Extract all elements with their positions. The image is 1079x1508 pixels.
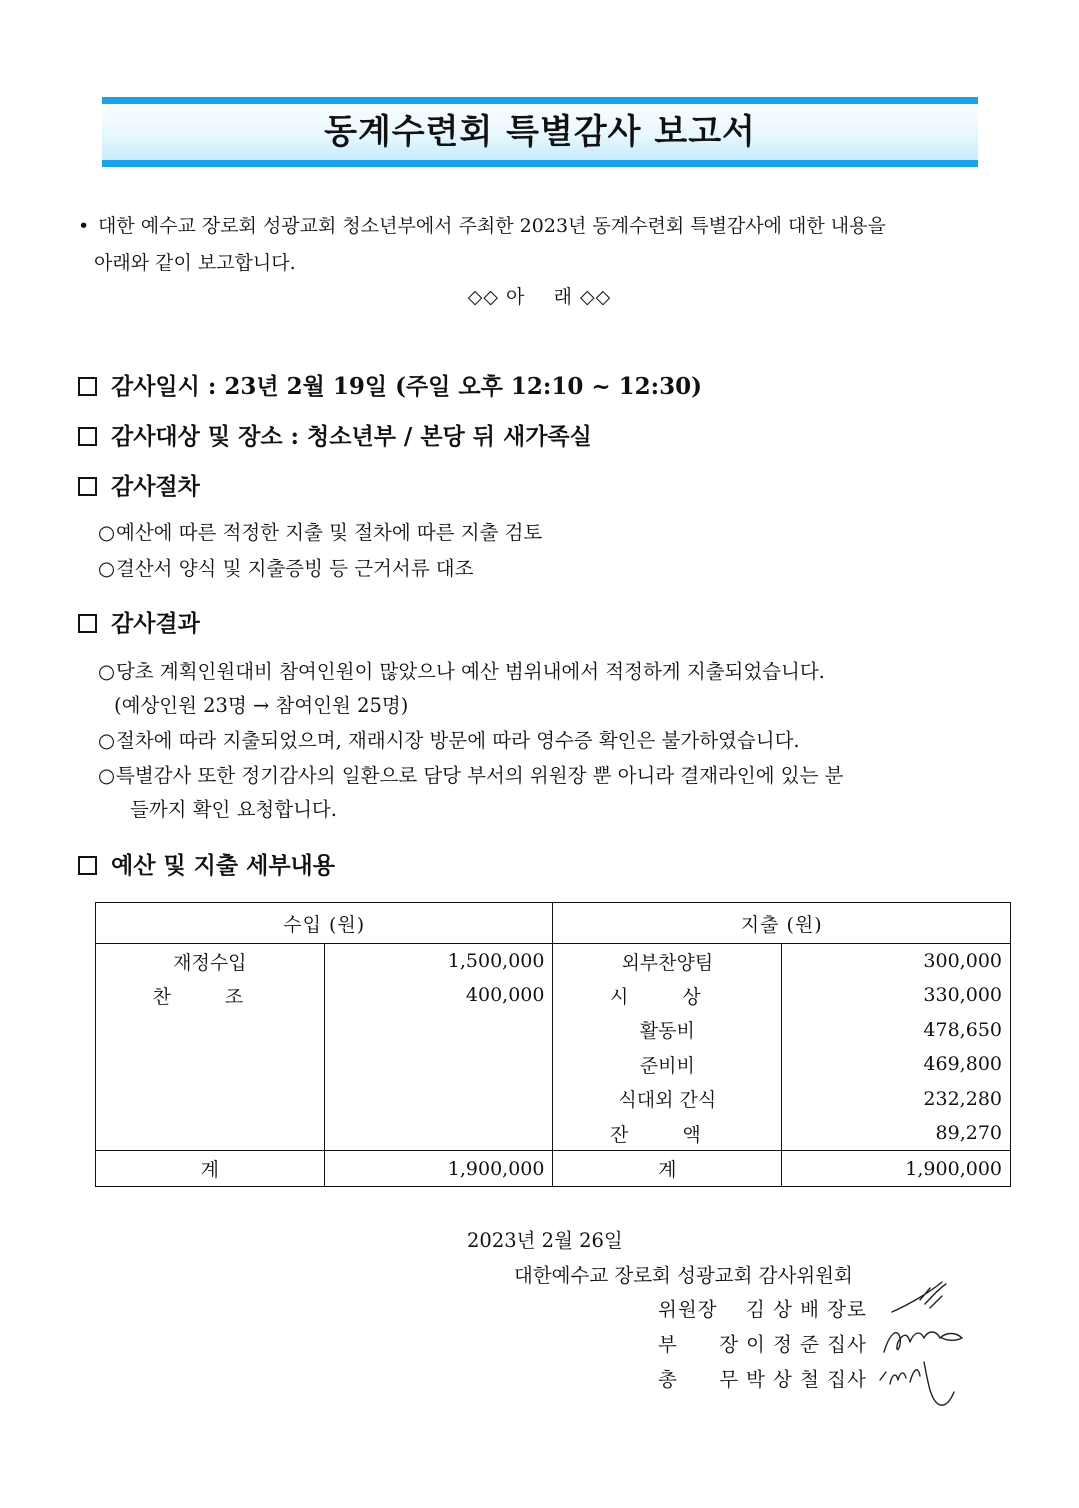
signer-row: [658, 1297, 867, 1323]
income-value-cell: 400,000: [324, 978, 553, 1013]
income-total-value: 1,900,000: [324, 1151, 553, 1187]
checkbox-square-icon: [78, 856, 97, 875]
section-audit-date: [78, 372, 702, 402]
expense-label-cell: [553, 978, 782, 1013]
signer-row: [658, 1367, 867, 1393]
income-value-cell: [324, 1013, 553, 1048]
section-audit-procedure: [78, 472, 200, 502]
circle-bullet: ○: [98, 764, 116, 787]
report-date: 2023년 2월 26일: [467, 1229, 623, 1252]
expense-label-cell: [553, 1116, 782, 1151]
checkbox-square-icon: [78, 614, 97, 633]
table-row: [96, 1047, 1011, 1082]
section-audit-result-text: 감사결과: [111, 610, 200, 637]
title-bottom-bar: [102, 160, 978, 167]
procedure-item-2: [98, 556, 473, 582]
expense-value-cell: 469,800: [782, 1047, 1011, 1082]
expense-label-cell: 활동비: [553, 1013, 782, 1048]
checkbox-square-icon: [78, 427, 97, 446]
checkbox-square-icon: [78, 477, 97, 496]
expense-label-cell: 식대외 간식: [553, 1082, 782, 1117]
income-label-cell: 재정수입: [96, 944, 325, 979]
income-value-cell: [324, 1047, 553, 1082]
income-label-cell: [96, 1082, 325, 1117]
section-audit-procedure-text: 감사절차: [111, 473, 200, 500]
title-top-bar: [102, 97, 978, 104]
result-item-2-text: 절차에 따라 지출되었으며, 재래시장 방문에 따라 영수증 확인은 불가하였습니다.: [116, 729, 800, 752]
expense-label-text: 시 상: [609, 985, 725, 1008]
result-item-1-text: 당초 계획인원대비 참여인원이 많았으나 예산 범위내에서 적정하게 지출되었습니다.: [116, 660, 825, 683]
procedure-item-1-text: 예산에 따른 적정한 지출 및 절차에 따른 지출 검토: [116, 521, 543, 544]
circle-bullet: ○: [98, 729, 116, 752]
checkbox-square-icon: [78, 377, 97, 396]
procedure-item-2-text: 결산서 양식 및 지출증빙 등 근거서류 대조: [116, 557, 474, 580]
signer-role: 총 무: [658, 1368, 749, 1391]
signer-name: 김 상 배 장로: [746, 1298, 867, 1321]
circle-bullet: ○: [98, 521, 116, 544]
income-total-label: 계: [96, 1151, 325, 1187]
expense-value-cell: 300,000: [782, 944, 1011, 979]
expense-value-cell: 89,270: [782, 1116, 1011, 1151]
result-item-1: [98, 659, 825, 685]
result-item-3-cont: 들까지 확인 요청합니다.: [130, 798, 337, 821]
table-total-row: [96, 1151, 1011, 1187]
expense-value-cell: 330,000: [782, 978, 1011, 1013]
circle-bullet: ○: [98, 557, 116, 580]
section-budget-detail: [78, 851, 335, 881]
table-row: [96, 944, 1011, 979]
expense-label-text: 잔 액: [609, 1123, 725, 1146]
intro-paragraph: [78, 208, 978, 282]
signature-3-stroke: [880, 1362, 954, 1405]
intro-line-1: 대한 예수교 장로회 성광교회 청소년부에서 주최한 2023년 동계수련회 특별감사에 대한 내용을: [98, 215, 886, 237]
table-row: [96, 1116, 1011, 1151]
signer-name: 이 정 준 집사: [746, 1333, 867, 1356]
income-value-cell: [324, 1116, 553, 1151]
signer-role: 위원장: [658, 1298, 718, 1321]
title-band: [102, 97, 978, 167]
expense-label-cell: 준비비: [553, 1047, 782, 1082]
table-row: [96, 978, 1011, 1013]
expense-total-label: 계: [553, 1151, 782, 1187]
section-audit-date-text: 감사일시 : 23년 2월 19일 (주일 오후 12:10 ~ 12:30): [111, 373, 703, 400]
signature-1-stroke: [892, 1282, 946, 1312]
intro-bullet: •: [78, 215, 90, 237]
income-label-cell: [96, 1047, 325, 1082]
result-item-1-note: (예상인원 23명 → 참여인원 25명): [114, 694, 409, 717]
signer-name: 박 상 철 집사: [746, 1368, 867, 1391]
result-item-2: [98, 728, 800, 754]
section-budget-detail-text: 예산 및 지출 세부내용: [111, 852, 335, 879]
document-title: 동계수련회 특별감사 보고서: [324, 112, 756, 152]
income-label-cell: [96, 978, 325, 1013]
intro-line-2: 아래와 같이 보고합니다.: [94, 252, 296, 274]
expense-value-cell: 232,280: [782, 1082, 1011, 1117]
income-value-cell: 1,500,000: [324, 944, 553, 979]
section-audit-result: [78, 609, 200, 639]
result-item-3-text: 특별감사 또한 정기감사의 일환으로 담당 부서의 위원장 뿐 아니라 결재라인에 있는 분: [116, 764, 844, 787]
expense-total-value: 1,900,000: [782, 1151, 1011, 1187]
income-header: 수입 (원): [96, 903, 553, 944]
arae-heading: ◇◇ 아 래 ◇◇: [467, 286, 612, 308]
expense-label-cell: 외부찬양팀: [553, 944, 782, 979]
expense-value-cell: 478,650: [782, 1013, 1011, 1048]
income-label-cell: [96, 1116, 325, 1151]
section-audit-target-text: 감사대상 및 장소 : 청소년부 / 본당 뒤 새가족실: [111, 423, 592, 450]
committee-name: 대한예수교 장로회 성광교회 감사위원회: [514, 1264, 853, 1287]
result-item-3: [98, 763, 843, 789]
income-value-cell: [324, 1082, 553, 1117]
income-label-text: 찬 조: [152, 985, 268, 1008]
budget-table: [95, 902, 1011, 1187]
section-audit-target: [78, 422, 592, 452]
signer-role: 부 장: [658, 1333, 749, 1356]
handwritten-signatures: [870, 1272, 970, 1417]
table-row: [96, 1082, 1011, 1117]
income-label-cell: [96, 1013, 325, 1048]
signature-2-stroke: [884, 1332, 962, 1352]
procedure-item-1: [98, 520, 542, 546]
signer-row: [658, 1332, 867, 1358]
expense-header: 지출 (원): [553, 903, 1011, 944]
table-row: [96, 1013, 1011, 1048]
table-header-row: [96, 903, 1011, 944]
circle-bullet: ○: [98, 660, 116, 683]
